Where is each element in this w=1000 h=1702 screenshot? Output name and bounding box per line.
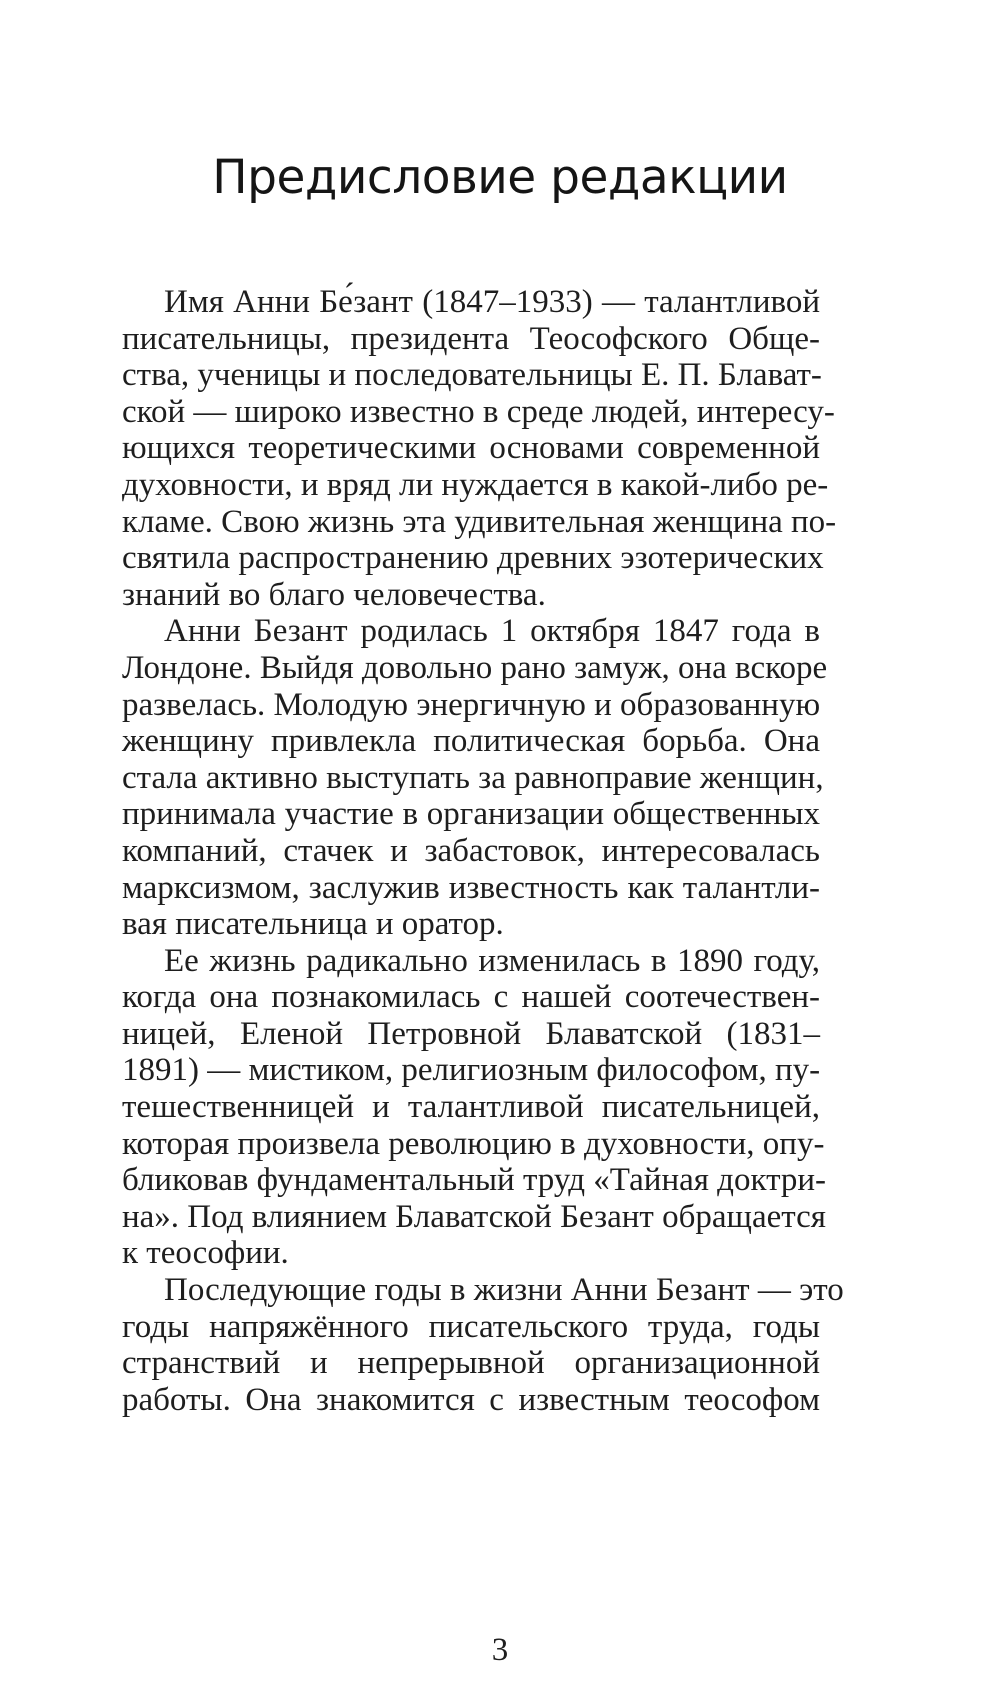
text-line: когда она познакомилась с нашей соотечествен-: [122, 979, 820, 1016]
text-line: ницей, Еленой Петровной Блаватской (1831–: [122, 1015, 820, 1052]
text-line: ства, ученицы и последовательницы Е. П. Блават-: [122, 357, 822, 394]
text-line: бликовав фундаментальный труд «Тайная доктри-: [122, 1162, 827, 1199]
text-line: которая произвела революцию в духовности, опу-: [122, 1125, 825, 1162]
text-line: святила распространению древних эзотерических: [122, 540, 824, 577]
text-line: женщину привлекла политическая борьба. Она: [122, 723, 820, 760]
text-line: Лондоне. Выйдя довольно рано замуж, она вскоре: [122, 649, 828, 686]
text-line: ской — широко известно в среде людей, интересу-: [122, 393, 835, 430]
text-line: годы напряжённого писательского труда, годы: [122, 1308, 820, 1345]
text-line: кламе. Свою жизнь эта удивительная женщина по-: [122, 503, 837, 540]
text-line: странствий и непрерывной организационной: [122, 1345, 820, 1382]
text-line: компаний, стачек и забастовок, интересовалась: [122, 832, 820, 869]
page-number: 3: [491, 1632, 509, 1668]
text-line: развелась. Молодую энергичную и образованную: [122, 686, 821, 723]
text-line: Анни Безант родилась 1 октября 1847 года в: [164, 613, 820, 650]
text-line: 1891) — мистиком, религиозным философом, пу-: [122, 1052, 821, 1089]
text-line: марксизмом, заслужив известность как талантли-: [122, 869, 820, 906]
page-title: Предисловие редакции: [212, 150, 788, 205]
text-line: Имя Анни Бе́зант (1847–1933) — талантливой: [164, 284, 820, 320]
text-line: тешественницей и талантливой писательницей,: [122, 1089, 820, 1126]
text-line: духовности, и вряд ли нуждается в какой-либо ре-: [122, 466, 829, 503]
text-line: вая писательница и оратор.: [122, 906, 504, 943]
text-line: писательницы, президента Теософского Обще-: [122, 320, 820, 357]
text-line: Последующие годы в жизни Анни Безант — это: [164, 1272, 844, 1309]
text-line: принимала участие в организации общественных: [122, 796, 820, 833]
text-line: к теософии.: [122, 1235, 289, 1272]
text-line: стала активно выступать за равноправие женщин,: [122, 759, 824, 796]
text-line: на». Под влиянием Блаватской Безант обращается: [122, 1198, 826, 1235]
text-line: ющихся теоретическими основами современной: [122, 430, 820, 467]
text-line: знаний во благо человечества.: [122, 576, 546, 613]
text-line: Ее жизнь радикально изменилась в 1890 году,: [164, 942, 820, 979]
body-text: [122, 284, 844, 1418]
text-line: работы. Она знакомится с известным теософом: [122, 1381, 820, 1418]
